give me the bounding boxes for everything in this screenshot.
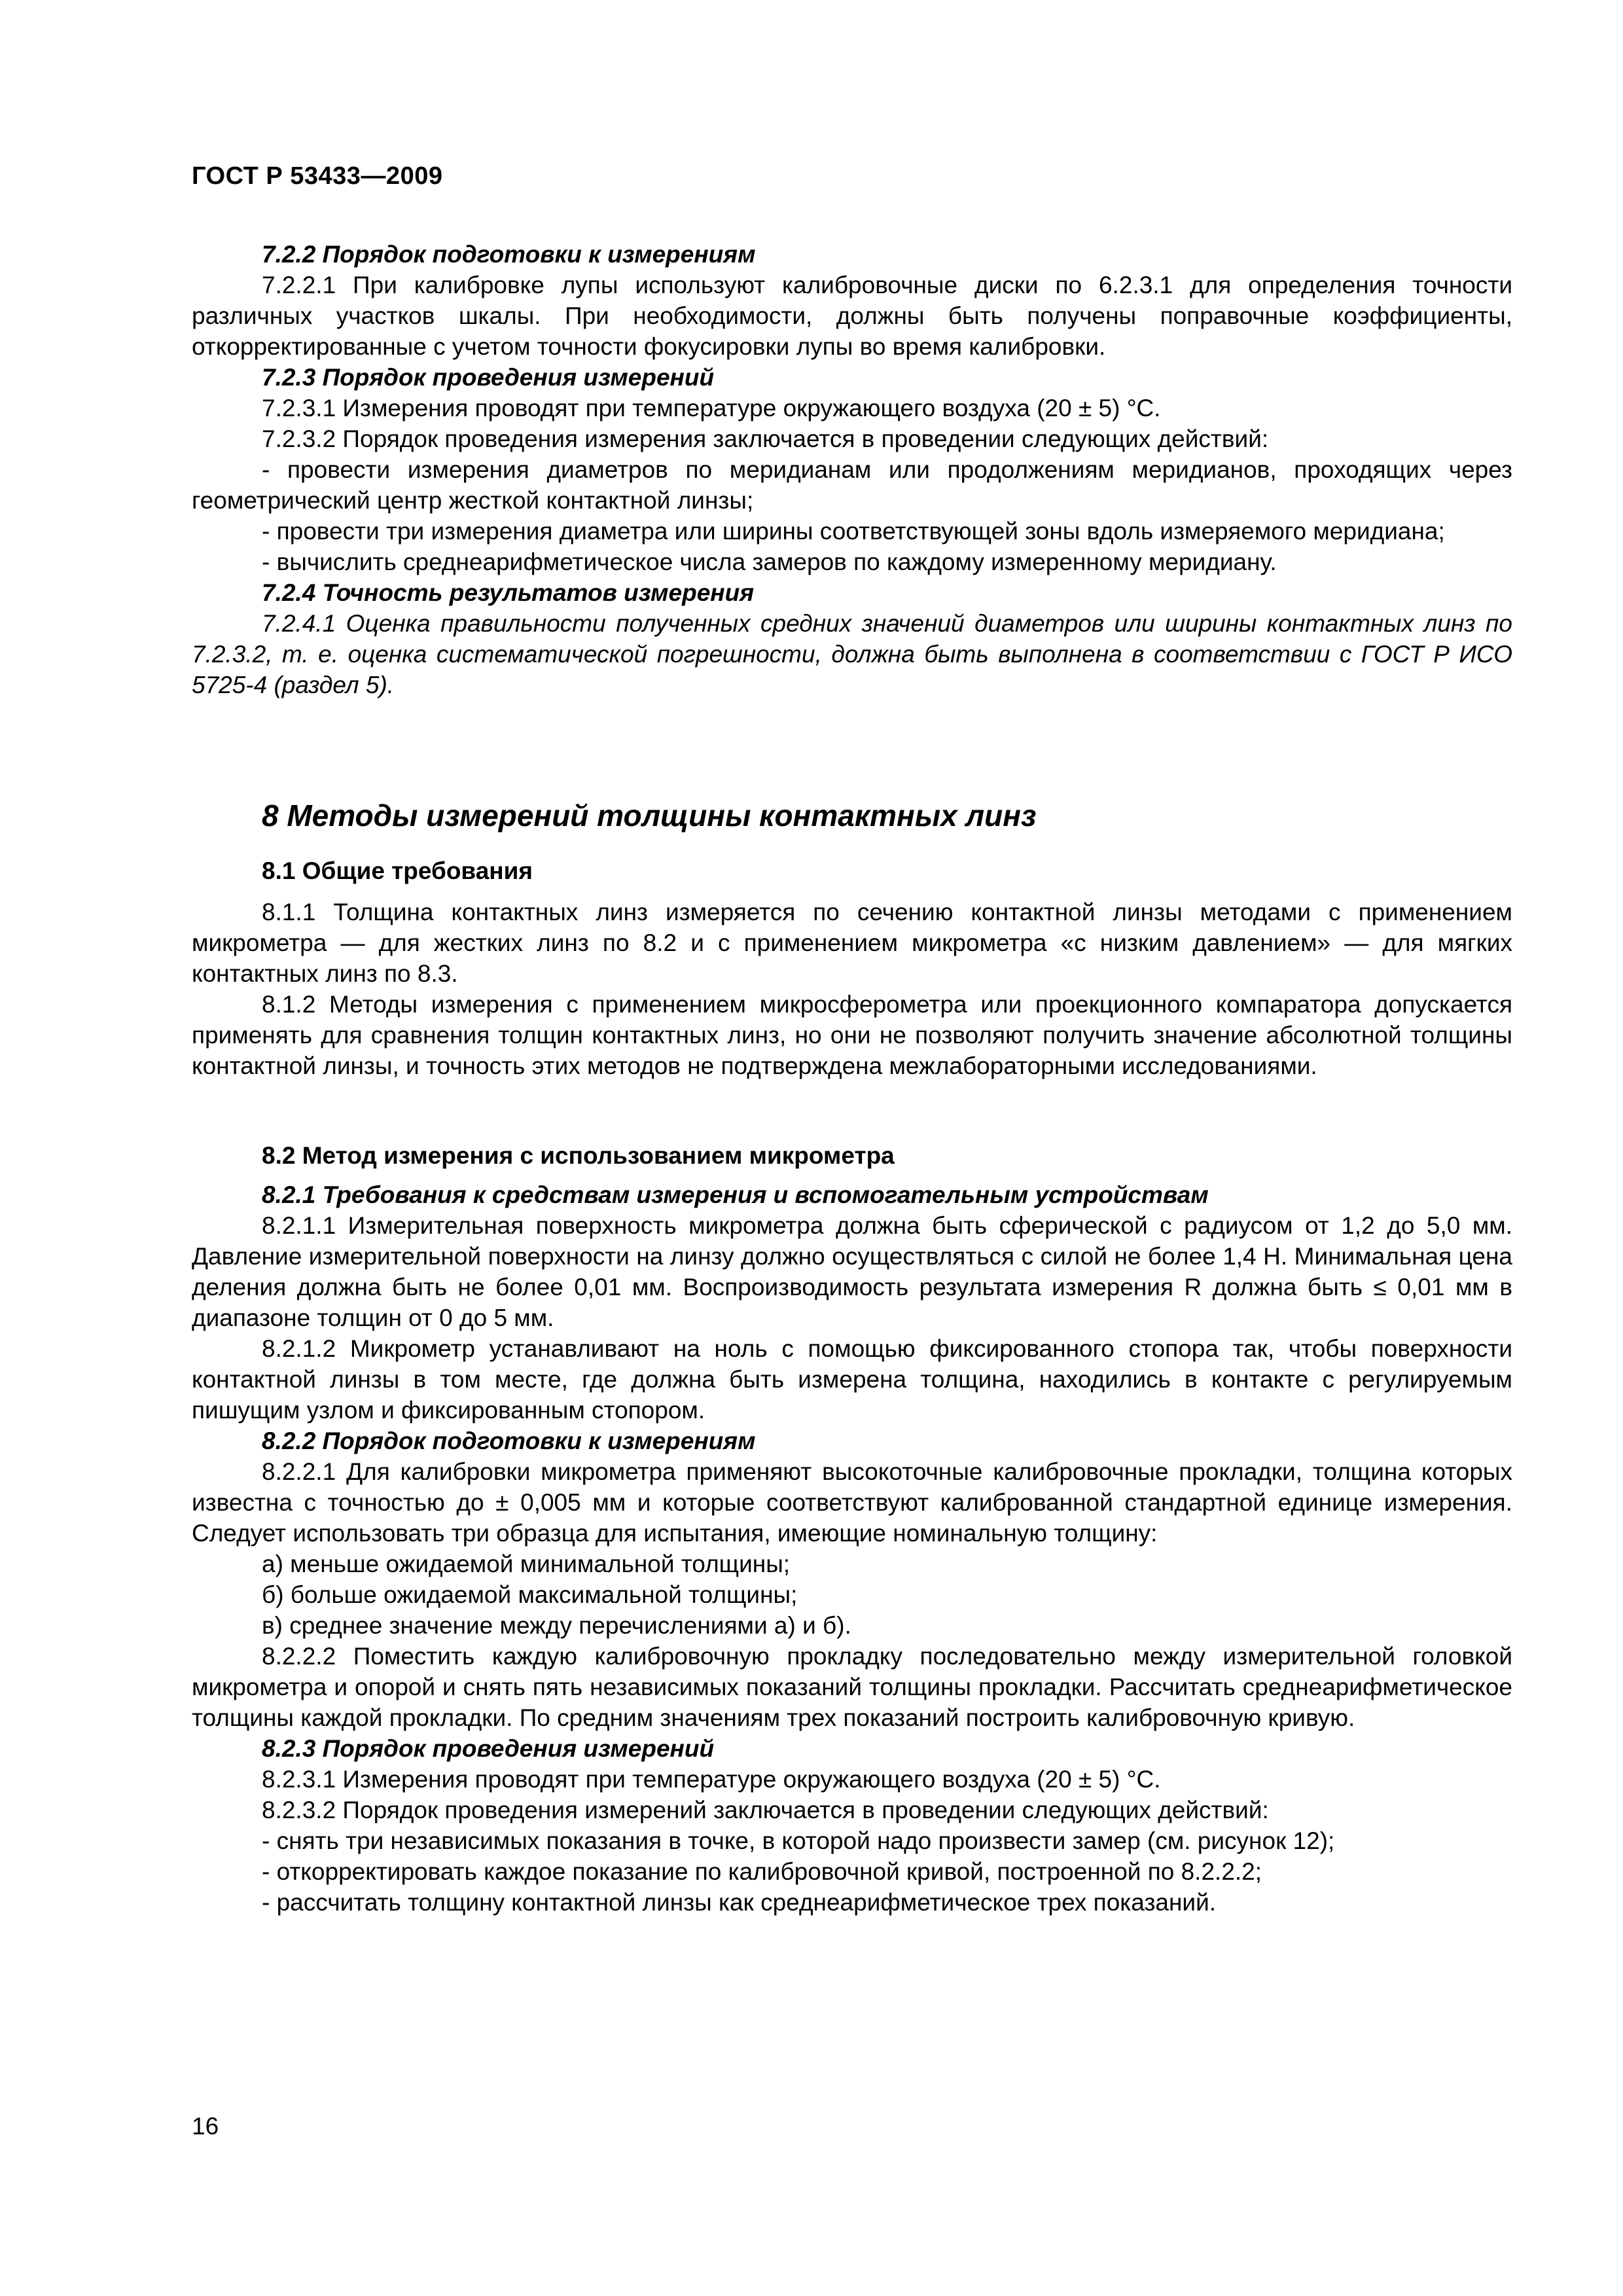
list-item: - провести три измерения диаметра или ширины соответствующей зоны вдоль измеряемого меридиана; [262, 518, 1445, 545]
page-number: 16 [192, 2113, 219, 2140]
paragraph-7-2-3-1: 7.2.3.1 Измерения проводят при температуре окружающего воздуха (20 ± 5) °С. [262, 395, 1161, 422]
paragraph-7-2-4-1: 7.2.4.1 Оценка правильности полученных средних значений диаметров или ширины контактных линз по 7.2.3.2, т. е. оценка систематической погрешности, должна быть выполнена в соответствии с ГОСТ Р ИСО 5725-4 (раздел 5). [192, 610, 1512, 698]
list-item: - откорректировать каждое показание по калибровочной кривой, построенной по 8.2.2.2; [262, 1858, 1262, 1885]
section-8-1-body [192, 897, 1512, 1081]
list-item: в) среднее значение между перечислениями а) и б). [262, 1612, 851, 1639]
list-item: - вычислить среднеарифметическое числа замеров по каждому измеренному меридиану. [262, 548, 1277, 575]
list-item: б) больше ожидаемой максимальной толщины; [262, 1581, 798, 1608]
section-8-heading-wrap [192, 796, 1512, 835]
section-8-2-body [192, 1179, 1512, 1918]
subsection-title-8-1: 8.1 Общие требования [262, 857, 533, 884]
section-title-8: 8 Методы измерений толщины контактных линз [262, 798, 1037, 833]
subsection-title-7-2-2: 7.2.2 Порядок подготовки к измерениям [262, 241, 756, 268]
subsection-title-7-2-4: 7.2.4 Точность результатов измерения [262, 579, 755, 606]
list-item: - провести измерения диаметров по меридианам или продолжениям меридианов, проходящих через геометрический центр жесткой контактной линзы; [192, 456, 1512, 514]
paragraph-8-2-3-2: 8.2.3.2 Порядок проведения измерений заключается в проведении следующих действий: [262, 1797, 1269, 1823]
section-8-1 [192, 855, 1512, 886]
section-7-2 [192, 239, 1512, 700]
paragraph-8-2-2-2: 8.2.2.2 Поместить каждую калибровочную прокладку последовательно между измерительной головкой микрометра и опорой и снять пять независимых показаний толщины прокладки. Рассчитать среднеарифметическое толщины каждой прокладки. По средним значениям трех показаний построить калибровочную кривую. [192, 1643, 1512, 1731]
paragraph-7-2-3-2: 7.2.3.2 Порядок проведения измерения заключается в проведении следующих действий: [262, 425, 1269, 452]
paragraph-8-2-1-2: 8.2.1.2 Микрометр устанавливают на ноль с помощью фиксированного стопора так, чтобы поверхности контактной линзы в том месте, где должна быть измерена толщина, находились в контакте с регулируемым пишущим узлом и фиксированным стопором. [192, 1335, 1512, 1424]
paragraph-8-2-1-1: 8.2.1.1 Измерительная поверхность микрометра должна быть сферической с радиусом от 1,2 до 5,0 мм. Давление измерительной поверхности на линзу должно осуществляться с силой не более 1,4 Н. Минимальная цена деления должна быть не более 0,01 мм. Воспроизводимость результата измерения R должна быть ≤ 0,01 мм в диапазоне толщин от 0 до 5 мм. [192, 1212, 1512, 1331]
subsection-title-7-2-3: 7.2.3 Порядок проведения измерений [262, 364, 715, 391]
list-item: - рассчитать толщину контактной линзы как среднеарифметическое трех показаний. [262, 1889, 1217, 1916]
paragraph-8-1-2: 8.1.2 Методы измерения с применением микросферометра или проекционного компаратора допускается применять для сравнения толщин контактных линз, но они не позволяют получить значение абсолютной толщины контактной линзы, и точность этих методов не подтверждена межлабораторными исследованиями. [192, 991, 1512, 1079]
section-8-2 [192, 1140, 1512, 1171]
subsection-title-8-2: 8.2 Метод измерения с использованием микрометра [262, 1142, 895, 1169]
document-header: ГОСТ Р 53433—2009 [192, 162, 443, 190]
paragraph-7-2-2-1: 7.2.2.1 При калибровке лупы используют калибровочные диски по 6.2.3.1 для определения точности различных участков шкалы. При необходимости, должны быть получены поправочные коэффициенты, откорректированные с учетом точности фокусировки лупы во время калибровки. [192, 272, 1512, 360]
subsection-title-8-2-2: 8.2.2 Порядок подготовки к измерениям [262, 1427, 756, 1454]
list-item: а) меньше ожидаемой минимальной толщины; [262, 1551, 791, 1577]
paragraph-8-1-1: 8.1.1 Толщина контактных линз измеряется по сечению контактной линзы методами с применением микрометра — для жестких линз по 8.2 и с применением микрометра «с низким давлением» — для мягких контактных линз по 8.3. [192, 899, 1512, 987]
paragraph-8-2-2-1: 8.2.2.1 Для калибровки микрометра применяют высокоточные калибровочные прокладки, толщина которых известна с точностью до ± 0,005 мм и которые соответствуют калиброванной стандартной единице измерения. Следует использовать три образца для испытания, имеющие номинальную толщину: [192, 1458, 1512, 1547]
subsection-title-8-2-3: 8.2.3 Порядок проведения измерений [262, 1735, 715, 1762]
list-item: - снять три независимых показания в точке, в которой надо произвести замер (см. рисунок 12); [262, 1827, 1335, 1854]
paragraph-8-2-3-1: 8.2.3.1 Измерения проводят при температуре окружающего воздуха (20 ± 5) °С. [262, 1766, 1161, 1793]
subsection-title-8-2-1: 8.2.1 Требования к средствам измерения и вспомогательным устройствам [262, 1181, 1209, 1208]
